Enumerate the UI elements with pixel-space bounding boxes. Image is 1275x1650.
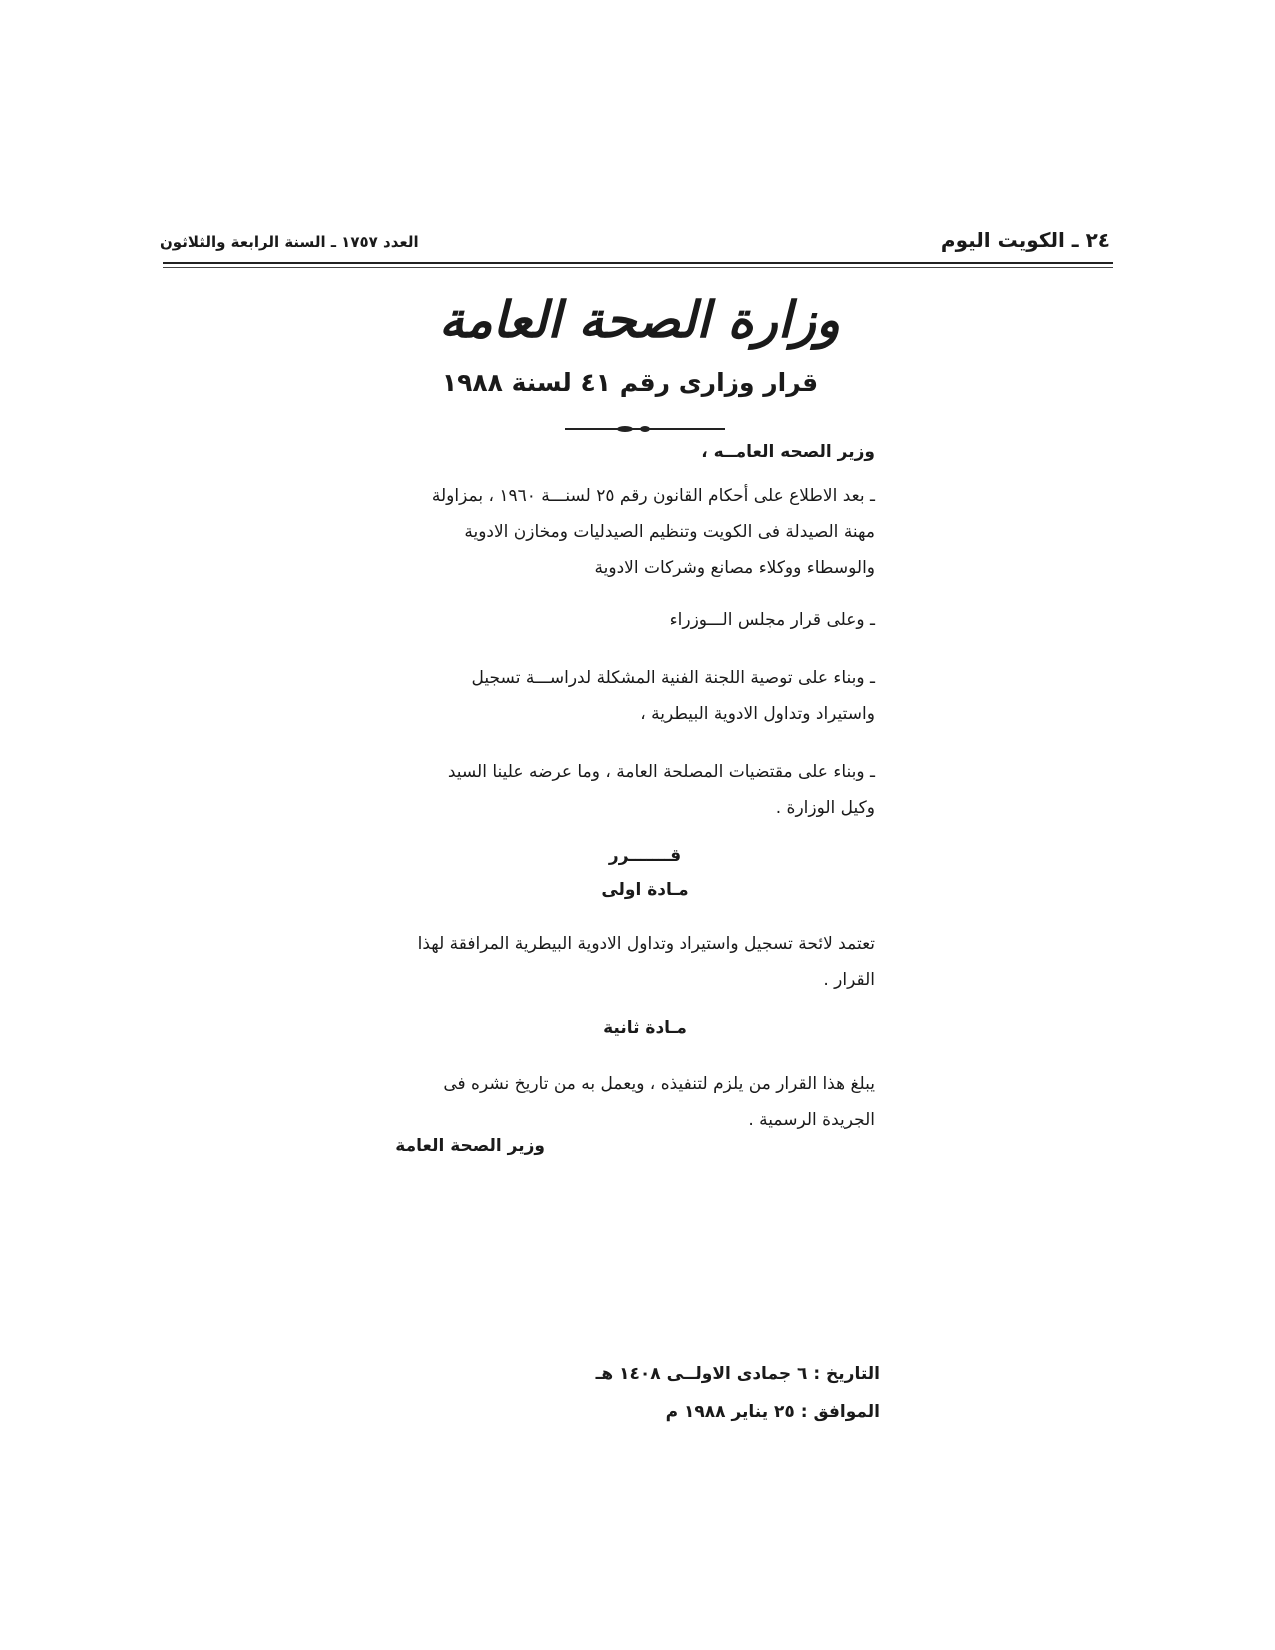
article-one-text: تعتمد لائحة تسجيل واستيراد وتداول الادوية البيطرية المرافقة لهذا القرار . [417, 934, 875, 990]
addressee: وزير الصحه العامــه ، [701, 442, 875, 462]
recital-4: ـ وبناء على مقتضيات المصلحة العامة ، وما عرضه علينا السيد وكيل الوزارة . [447, 762, 875, 818]
header-divider-thin [163, 267, 1113, 268]
decided-label: قـــــــرر [608, 846, 682, 866]
header-page-label: ٢٤ ـ الكويت اليوم [940, 228, 1110, 252]
header-issue-label: العدد ١٧٥٧ ـ السنة الرابعة والثلاثون [160, 233, 419, 251]
article-two-text: يبلغ هذا القرار من يلزم لتنفيذه ، ويعمل به من تاريخ نشره فى الجريدة الرسمية . [443, 1074, 875, 1130]
header-divider [163, 262, 1113, 264]
recital-1: ـ بعد الاطلاع على أحكام القانون رقم ٢٥ لسنـــة ١٩٦٠ ، بمزاولة مهنة الصيدلة فى الكويت وتنظيم الصيدليات ومخازن الادوية والوسطاء ووكلاء مصانع وشركات الادوية [431, 486, 875, 578]
article-one-heading: مـادة اولى [601, 880, 689, 900]
decree-title: قرار وزارى رقم ٤١ لسنة ١٩٨٨ [441, 368, 819, 397]
minister-signature: وزير الصحة العامة [395, 1136, 545, 1156]
article-two-heading: مـادة ثانية [603, 1018, 687, 1038]
recital-2: ـ وعلى قرار مجلس الـــوزراء [669, 610, 875, 630]
title-ornament-divider [565, 424, 725, 434]
date-hijri: التاريخ : ٦ جمادى الاولــى ١٤٠٨ هـ [595, 1364, 880, 1384]
recital-3: ـ وبناء على توصية اللجنة الفنية المشكلة لدراســـة تسجيل واستيراد وتداول الادوية البيطرية ، [471, 668, 875, 724]
ministry-title: وزارة الصحة العامة [439, 290, 840, 349]
date-gregorian: الموافق : ٢٥ يناير ١٩٨٨ م [665, 1402, 880, 1422]
